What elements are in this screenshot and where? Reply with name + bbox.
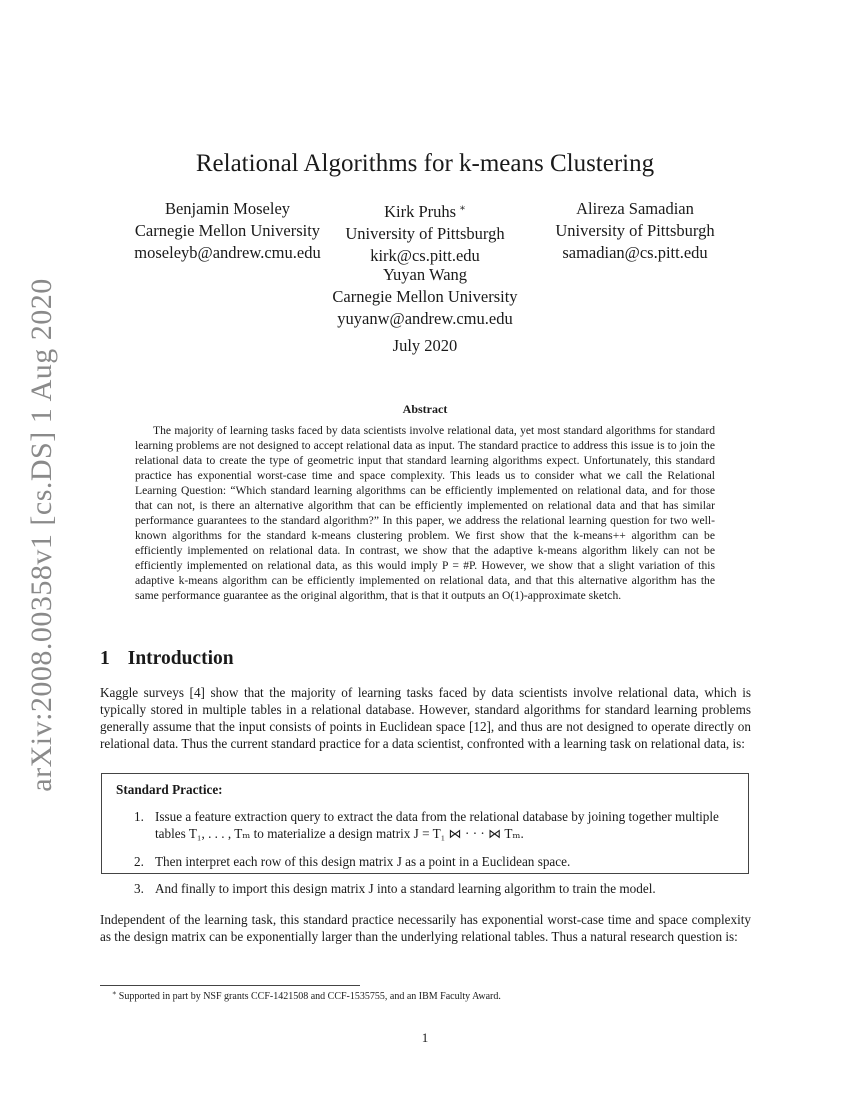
box-title: Standard Practice:: [116, 782, 223, 797]
author-affiliation: Carnegie Mellon University: [134, 221, 321, 240]
standard-practice-box: [101, 773, 749, 896]
list-item: [134, 880, 736, 897]
footnote: [112, 989, 501, 1002]
abstract-text: The majority of learning tasks faced by data scientists involve relational data, yet most standard algorithms for standard learning problems are not designed to accept relational data as input. The standard practice to address this issue is to join the relational data to create the type of geometric input that standard learning algorithms expect. Unfortunately, this standard practice has exponential worst-case time and space complexity. This leads us to consider what we call the Relational Learning Question: “Which standard learning algorithms can be efficiently implemented on relational data, and for those that can not, is there an alternative algorithm that can be efficiently implemented on relational data and that has similar performance guarantees to the standard algorithm?” In this paper, we address the relational learning question for two well-known algorithms for the standard k-means clustering problem. We first show that the k-means++ algorithm can be efficiently implemented on relational data. In contrast, we show that the adaptive k-means algorithm likely can not be efficiently implemented on relational data, as this would imply P = #P. However, we show that a slight variation of this adaptive k-means algorithm can be efficiently implemented on relational data, and that this alternative algorithm has the same performance guarantee as the original algorithm, that is that it outputs an O(1)-approximate sketch.: [135, 424, 715, 602]
section-title: Introduction: [127, 648, 234, 669]
author-email: kirk@cs.pitt.edu: [370, 246, 480, 265]
author-name: Kirk Pruhs: [384, 202, 457, 221]
publication-date: July 2020: [392, 336, 458, 355]
author-name: Alireza Samadian: [576, 199, 694, 218]
author-block: [300, 264, 550, 330]
body-paragraph: Kaggle surveys [4] show that the majority of learning tasks faced by data scientists involve relational data, which is typically stored in multiple tables in a relational database. However, standard algorithms for standard learning problems generally assume that the input consists of points in Euclidean space [12], and thus are not designed to operate directly on relational data. Thus the current standard practice for a data scientist, confronted with a learning task on relational data, is:: [100, 685, 751, 751]
author-email: yuyanw@andrew.cmu.edu: [337, 309, 513, 328]
abstract-heading: Abstract: [402, 402, 448, 416]
footnote-marker: ∗: [459, 203, 466, 214]
author-email: samadian@cs.pitt.edu: [562, 243, 708, 262]
author-block: [110, 198, 345, 264]
author-block: [540, 198, 730, 264]
footnote-text: Supported in part by NSF grants CCF-1421508 and CCF-1535755, and an IBM Faculty Award.: [118, 991, 501, 1002]
list-number: 1.: [134, 809, 144, 824]
author-email: moseleyb@andrew.cmu.edu: [134, 243, 321, 262]
list-number: 2.: [134, 854, 144, 869]
author-affiliation: University of Pittsburgh: [345, 224, 505, 243]
arxiv-identifier: arXiv:2008.00358v1 [cs.DS] 1 Aug 2020: [25, 278, 58, 792]
list-item: [134, 853, 736, 870]
author-affiliation: Carnegie Mellon University: [332, 287, 518, 306]
page-number: 1: [421, 1030, 429, 1045]
list-item-text: Then interpret each row of this design matrix J as a point in a Euclidean space.: [155, 854, 571, 869]
author-name-line: [345, 198, 505, 223]
paper-title: Relational Algorithms for k-means Clustering: [195, 150, 655, 177]
list-number: 3.: [134, 881, 144, 896]
list-item-text: And finally to import this design matrix J into a standard learning algorithm to train the model.: [155, 881, 656, 896]
author-affiliation: University of Pittsburgh: [555, 221, 715, 240]
body-paragraph: Independent of the learning task, this standard practice necessarily has exponential worst-case time and space complexity as the design matrix can be exponentially larger than the underlying relational tables. Thus a natural research question is:: [100, 912, 751, 944]
footnote-rule: [100, 985, 360, 986]
list-item: [134, 808, 736, 842]
footnote-marker: ∗: [112, 989, 117, 997]
author-block: [345, 198, 505, 267]
section-heading: [100, 648, 234, 670]
author-name: Benjamin Moseley: [164, 199, 291, 218]
author-name: Yuyan Wang: [382, 265, 468, 284]
section-number: 1: [100, 648, 110, 669]
list-item-text: Issue a feature extraction query to extract the data from the relational database by joining together multiple tables T₁, . . . , Tₘ to materialize a design matrix J = T₁ ⋈ · · · ⋈ Tₘ.: [155, 809, 719, 841]
